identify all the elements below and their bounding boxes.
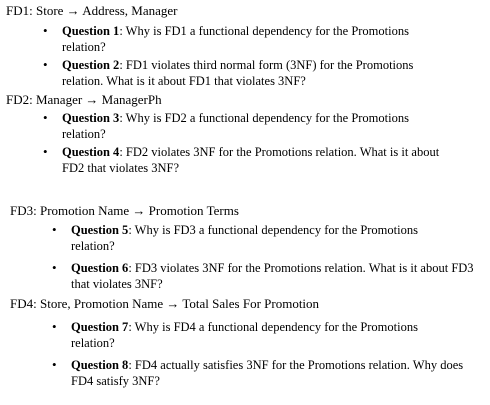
question-6-text: : FD3 violates 3NF for the Promotions relation. What is it about FD3 that violates 3NF? bbox=[71, 261, 474, 291]
question-3 bbox=[62, 110, 422, 142]
bullet-q1: • bbox=[43, 23, 48, 38]
question-7 bbox=[71, 319, 441, 351]
question-4 bbox=[62, 144, 442, 176]
bullet-q7: • bbox=[52, 319, 57, 334]
question-2-label: Question 2 bbox=[62, 58, 120, 72]
fd1-heading: FD1: Store → Address, Manager bbox=[6, 3, 178, 18]
question-4-label: Question 4 bbox=[62, 145, 120, 159]
question-8-label: Question 8 bbox=[71, 358, 129, 372]
question-8 bbox=[71, 357, 476, 389]
bullet-q2: • bbox=[43, 57, 48, 72]
fd3-heading: FD3: Promotion Name → Promotion Terms bbox=[10, 203, 239, 218]
fd4-heading: FD4: Store, Promotion Name → Total Sales For Promotion bbox=[10, 296, 320, 311]
question-3-label: Question 3 bbox=[62, 111, 120, 125]
question-3-text: : Why is FD2 a functional dependency for the Promotions relation? bbox=[62, 111, 409, 141]
question-5-text: : Why is FD3 a functional dependency for the Promotions relation? bbox=[71, 223, 418, 253]
bullet-q4: • bbox=[43, 144, 48, 159]
question-6-label: Question 6 bbox=[71, 261, 129, 275]
bullet-q3: • bbox=[43, 110, 48, 125]
question-2-text: : FD1 violates third normal form (3NF) for the Promotions relation. What is it about FD1 that violates 3NF? bbox=[62, 58, 414, 88]
bullet-q8: • bbox=[52, 357, 57, 372]
question-1 bbox=[62, 23, 422, 55]
question-7-label: Question 7 bbox=[71, 320, 129, 334]
question-5-label: Question 5 bbox=[71, 223, 129, 237]
bullet-q6: • bbox=[52, 260, 57, 275]
question-1-label: Question 1 bbox=[62, 24, 120, 38]
question-5 bbox=[71, 222, 431, 254]
bullet-q5: • bbox=[52, 222, 57, 237]
fd2-heading: FD2: Manager → ManagerPh bbox=[6, 92, 162, 107]
question-1-text: : Why is FD1 a functional dependency for the Promotions relation? bbox=[62, 24, 409, 54]
question-6 bbox=[71, 260, 483, 292]
question-8-text: : FD4 actually satisfies 3NF for the Promotions relation. Why does FD4 satisfy 3NF? bbox=[71, 358, 464, 388]
question-4-text: : FD2 violates 3NF for the Promotions relation. What is it about FD2 that violates 3NF? bbox=[62, 145, 440, 175]
question-2 bbox=[62, 57, 422, 89]
question-7-text: : Why is FD4 a functional dependency for the Promotions relation? bbox=[71, 320, 418, 350]
